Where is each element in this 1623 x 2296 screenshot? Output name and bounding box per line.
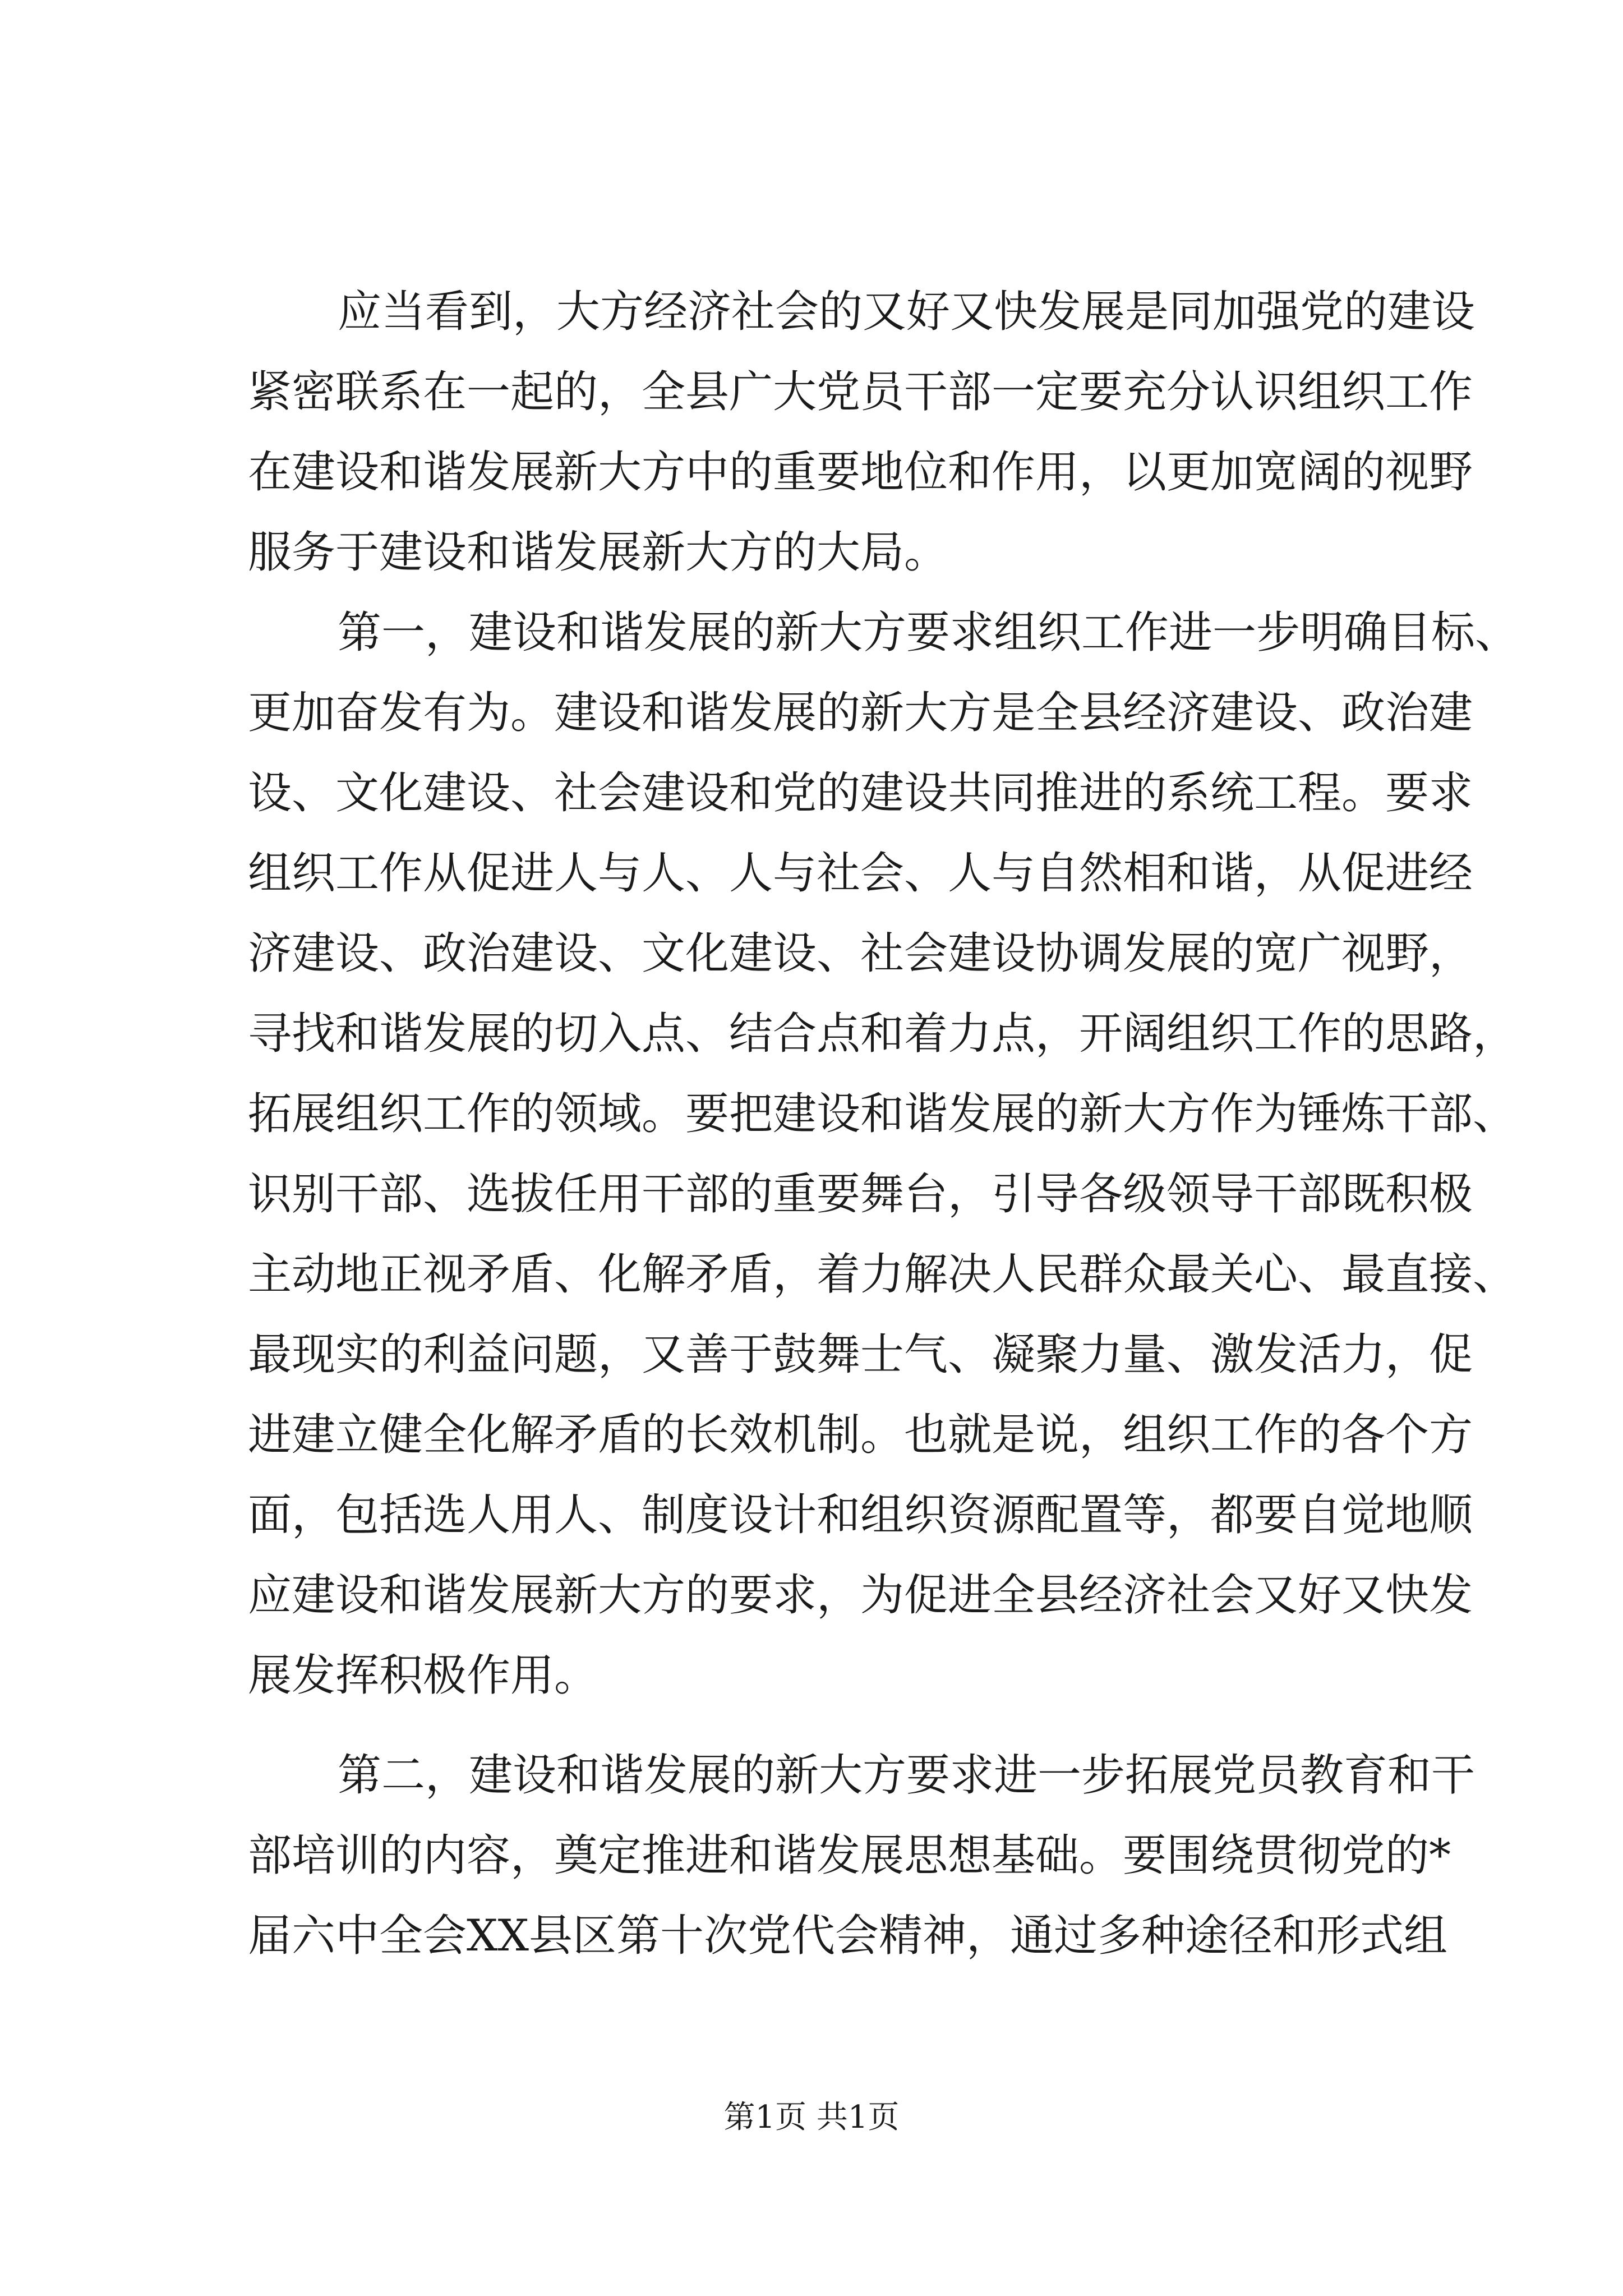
text-line: 紧密联系在一起的，全县广大党员干部一定要充分认识组织工作 — [248, 367, 1473, 417]
text-line: 第二，建设和谐发展的新大方要求进一步拓展党员教育和干 — [338, 1750, 1476, 1801]
text-line: 届六中全会XX县区第十次党代会精神，通过多种途径和形式组 — [248, 1911, 1448, 1961]
text-line: 寻找和谐发展的切入点、结合点和着力点，开阔组织工作的思路， — [248, 1009, 1517, 1059]
paragraph-2 — [248, 593, 1519, 1716]
paragraph-spacing — [248, 1716, 1381, 1736]
text-line: 更加奋发有为。建设和谐发展的新大方是全县经济建设、政治建 — [248, 688, 1473, 738]
text-line: 组织工作从促进人与人、人与社会、人与自然相和谐，从促进经 — [248, 848, 1473, 899]
text-line: 进建立健全化解矛盾的长效机制。也就是说，组织工作的各个方 — [248, 1410, 1473, 1460]
text-line: 识别干部、选拔任用干部的重要舞台，引导各级领导干部既积极 — [248, 1169, 1473, 1220]
document-body — [248, 272, 1519, 1976]
text-line: 最现实的利益问题，又善于鼓舞士气、凝聚力量、激发活力，促 — [248, 1329, 1473, 1380]
text-line: 主动地正视矛盾、化解矛盾，着力解决人民群众最关心、最直接、 — [248, 1249, 1517, 1300]
text-line: 部培训的内容，奠定推进和谐发展思想基础。要围绕贯彻党的* — [248, 1830, 1451, 1881]
page-number-footer: 第1页 共1页 — [723, 2099, 900, 2136]
text-line: 服务于建设和谐发展新大方的大局。 — [248, 527, 948, 578]
text-line: 应建设和谐发展新大方的要求，为促进全县经济社会又好又快发 — [248, 1570, 1473, 1621]
text-line: 第一，建设和谐发展的新大方要求组织工作进一步明确目标、 — [338, 608, 1519, 658]
text-line: 拓展组织工作的领域。要把建设和谐发展的新大方作为锤炼干部、 — [248, 1089, 1517, 1139]
text-line: 设、文化建设、社会建设和党的建设共同推进的系统工程。要求 — [248, 768, 1473, 818]
text-line: 应当看到，大方经济社会的又好又快发展是同加强党的建设 — [338, 287, 1476, 337]
text-line: 面，包括选人用人、制度设计和组织资源配置等，都要自觉地顺 — [248, 1490, 1473, 1540]
paragraph-3 — [248, 1736, 1476, 1976]
paragraph-1 — [248, 272, 1476, 593]
text-line: 展发挥积极作用。 — [248, 1650, 598, 1701]
text-line: 在建设和谐发展新大方中的重要地位和作用，以更加宽阔的视野 — [248, 447, 1473, 498]
text-line: 济建设、政治建设、文化建设、社会建设协调发展的宽广视野， — [248, 928, 1473, 979]
